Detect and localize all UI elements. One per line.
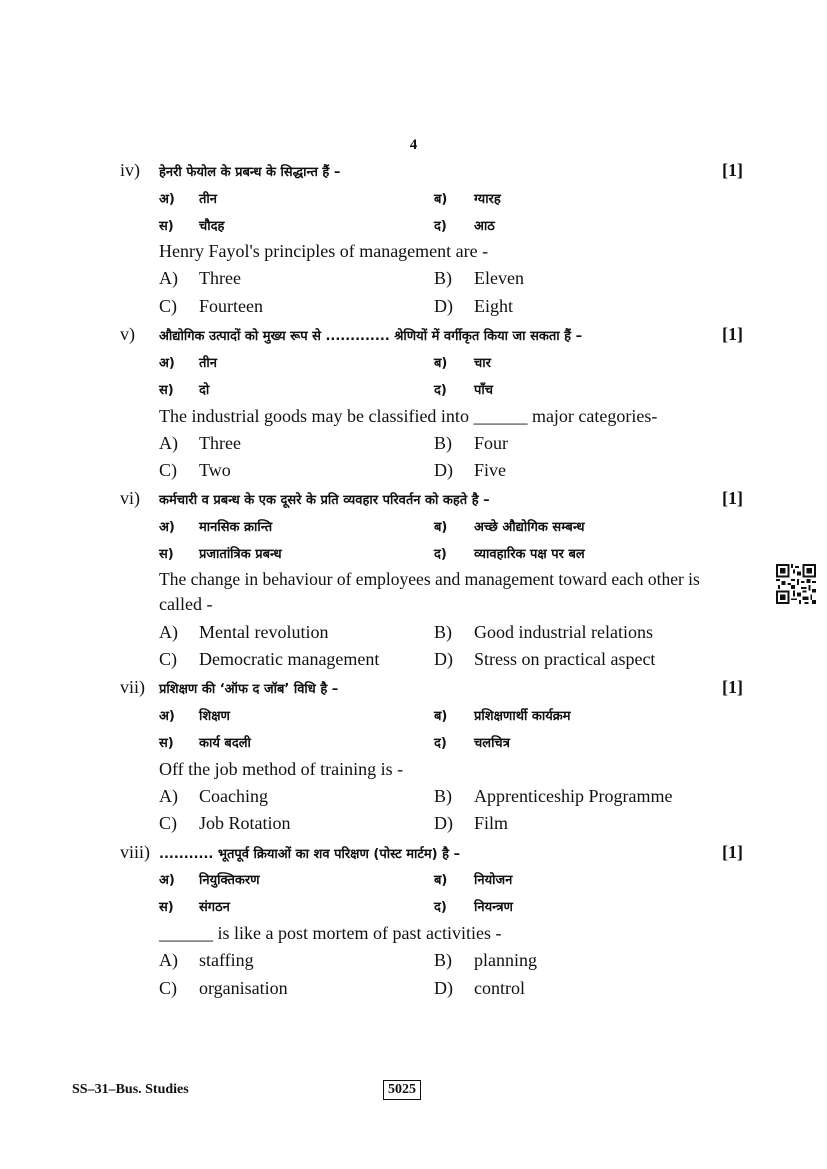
question-text-hindi: हेनरी फेयोल के प्रबन्ध के सिद्धान्त हैं –	[159, 165, 341, 180]
option-text: कार्य बदली	[199, 736, 251, 751]
option-text: Fourteen	[199, 296, 263, 316]
option-label: ब)	[434, 873, 448, 888]
option-text: प्रशिक्षणार्थी कार्यक्रम	[474, 709, 571, 724]
option-label: C)	[159, 296, 177, 316]
option-label: C)	[159, 813, 177, 833]
marks-label: [1]	[722, 677, 743, 697]
option-label: B)	[434, 622, 452, 642]
option-label: ब)	[434, 356, 448, 371]
option-label: अ)	[159, 709, 175, 724]
option-label: अ)	[159, 356, 175, 371]
option-label: A)	[159, 268, 178, 288]
page-number: 4	[409, 137, 418, 153]
option-label: ब)	[434, 709, 448, 724]
option-label: D)	[434, 649, 453, 669]
option-text: Job Rotation	[199, 813, 291, 833]
question-number: iv)	[120, 160, 140, 180]
question-number: viii)	[120, 842, 150, 862]
option-label: D)	[434, 296, 453, 316]
option-label: A)	[159, 433, 178, 453]
option-text: चार	[474, 356, 491, 371]
option-text: व्यावहारिक पक्ष पर बल	[474, 547, 585, 562]
option-text: Apprenticeship Programme	[474, 786, 673, 806]
option-label: स)	[159, 736, 174, 751]
question-text-english: Off the job method of training is -	[159, 759, 404, 779]
question-text-hindi: प्रशिक्षण की ‘ऑफ द जॉब’ विधि है –	[159, 682, 339, 697]
question-text-hindi: औद्योगिक उत्पादों को मुख्य रूप से ............. श्रेणियों में वर्गीकृत किया जा सकता हैं –	[159, 329, 583, 344]
option-label: A)	[159, 622, 178, 642]
option-text: चौदह	[199, 219, 225, 234]
question-text-english-cont: called -	[159, 594, 213, 614]
marks-label: [1]	[722, 324, 743, 344]
question-text-english: ______ is like a post mortem of past activities -	[159, 923, 502, 943]
option-text: ग्यारह	[474, 192, 501, 207]
option-text: अच्छे औद्योगिक सम्बन्ध	[474, 520, 585, 535]
option-text: दो	[199, 383, 210, 398]
question-number: v)	[120, 324, 135, 344]
option-label: C)	[159, 978, 177, 998]
option-text: Two	[199, 460, 231, 480]
question-text-english: The industrial goods may be classified into ______ major categories-	[159, 406, 658, 426]
option-text: Eight	[474, 296, 513, 316]
option-text: पाँच	[474, 383, 494, 398]
option-text: शिक्षण	[199, 709, 230, 724]
option-label: द)	[434, 219, 447, 234]
option-label: अ)	[159, 520, 175, 535]
option-text: नियन्त्रण	[474, 900, 513, 915]
option-text: नियोजन	[474, 873, 513, 888]
option-label: स)	[159, 219, 174, 234]
option-text: organisation	[199, 978, 288, 998]
option-text: Eleven	[474, 268, 524, 288]
option-label: द)	[434, 547, 447, 562]
question-text-hindi: ........... भूतपूर्व क्रियाओं का शव परिक्षण (पोस्ट मार्टम) है –	[159, 847, 461, 862]
option-label: A)	[159, 786, 178, 806]
option-text: Three	[199, 268, 241, 288]
option-text: staffing	[199, 950, 254, 970]
option-text: नियुक्तिकरण	[199, 873, 260, 888]
option-label: D)	[434, 813, 453, 833]
option-label: D)	[434, 460, 453, 480]
option-label: द)	[434, 383, 447, 398]
option-text: Four	[474, 433, 509, 453]
question-text-hindi: कर्मचारी व प्रबन्ध के एक दूसरे के प्रति व्यवहार परिवर्तन को कहते है –	[159, 493, 490, 508]
option-text: आठ	[474, 219, 495, 234]
option-text: Democratic management	[199, 649, 380, 669]
option-label: द)	[434, 900, 447, 915]
option-label: A)	[159, 950, 178, 970]
option-text: control	[474, 978, 525, 998]
marks-label: [1]	[722, 488, 743, 508]
qr-code-icon	[776, 564, 816, 604]
option-label: C)	[159, 649, 177, 669]
option-text: Coaching	[199, 786, 268, 806]
option-label: स)	[159, 547, 174, 562]
option-text: प्रजातांत्रिक प्रबन्ध	[199, 547, 282, 562]
option-text: planning	[474, 950, 537, 970]
option-label: ब)	[434, 520, 448, 535]
option-text: चलचित्र	[474, 736, 510, 751]
question-number: vi)	[120, 488, 140, 508]
option-label: ब)	[434, 192, 448, 207]
question-text-english: The change in behaviour of employees and management toward each other is	[159, 569, 700, 589]
marks-label: [1]	[722, 842, 743, 862]
option-label: B)	[434, 268, 452, 288]
option-label: अ)	[159, 192, 175, 207]
option-label: D)	[434, 978, 453, 998]
footer-subject: SS–31–Bus. Studies	[72, 1082, 189, 1097]
option-text: Mental revolution	[199, 622, 329, 642]
option-text: मानसिक क्रान्ति	[199, 520, 273, 535]
option-text: Film	[474, 813, 509, 833]
option-text: Stress on practical aspect	[474, 649, 656, 669]
option-label: स)	[159, 383, 174, 398]
option-text: Good industrial relations	[474, 622, 653, 642]
option-label: स)	[159, 900, 174, 915]
option-label: B)	[434, 950, 452, 970]
option-label: द)	[434, 736, 447, 751]
option-text: तीन	[199, 192, 217, 207]
footer-paper-code: 5025	[383, 1080, 421, 1100]
option-text: Three	[199, 433, 241, 453]
option-label: B)	[434, 786, 452, 806]
option-text: संगठन	[199, 900, 230, 915]
option-text: Five	[474, 460, 507, 480]
option-text: तीन	[199, 356, 217, 371]
option-label: अ)	[159, 873, 175, 888]
question-text-english: Henry Fayol's principles of management are -	[159, 241, 489, 261]
option-label: C)	[159, 460, 177, 480]
question-number: vii)	[120, 677, 145, 697]
option-label: B)	[434, 433, 452, 453]
marks-label: [1]	[722, 160, 743, 180]
